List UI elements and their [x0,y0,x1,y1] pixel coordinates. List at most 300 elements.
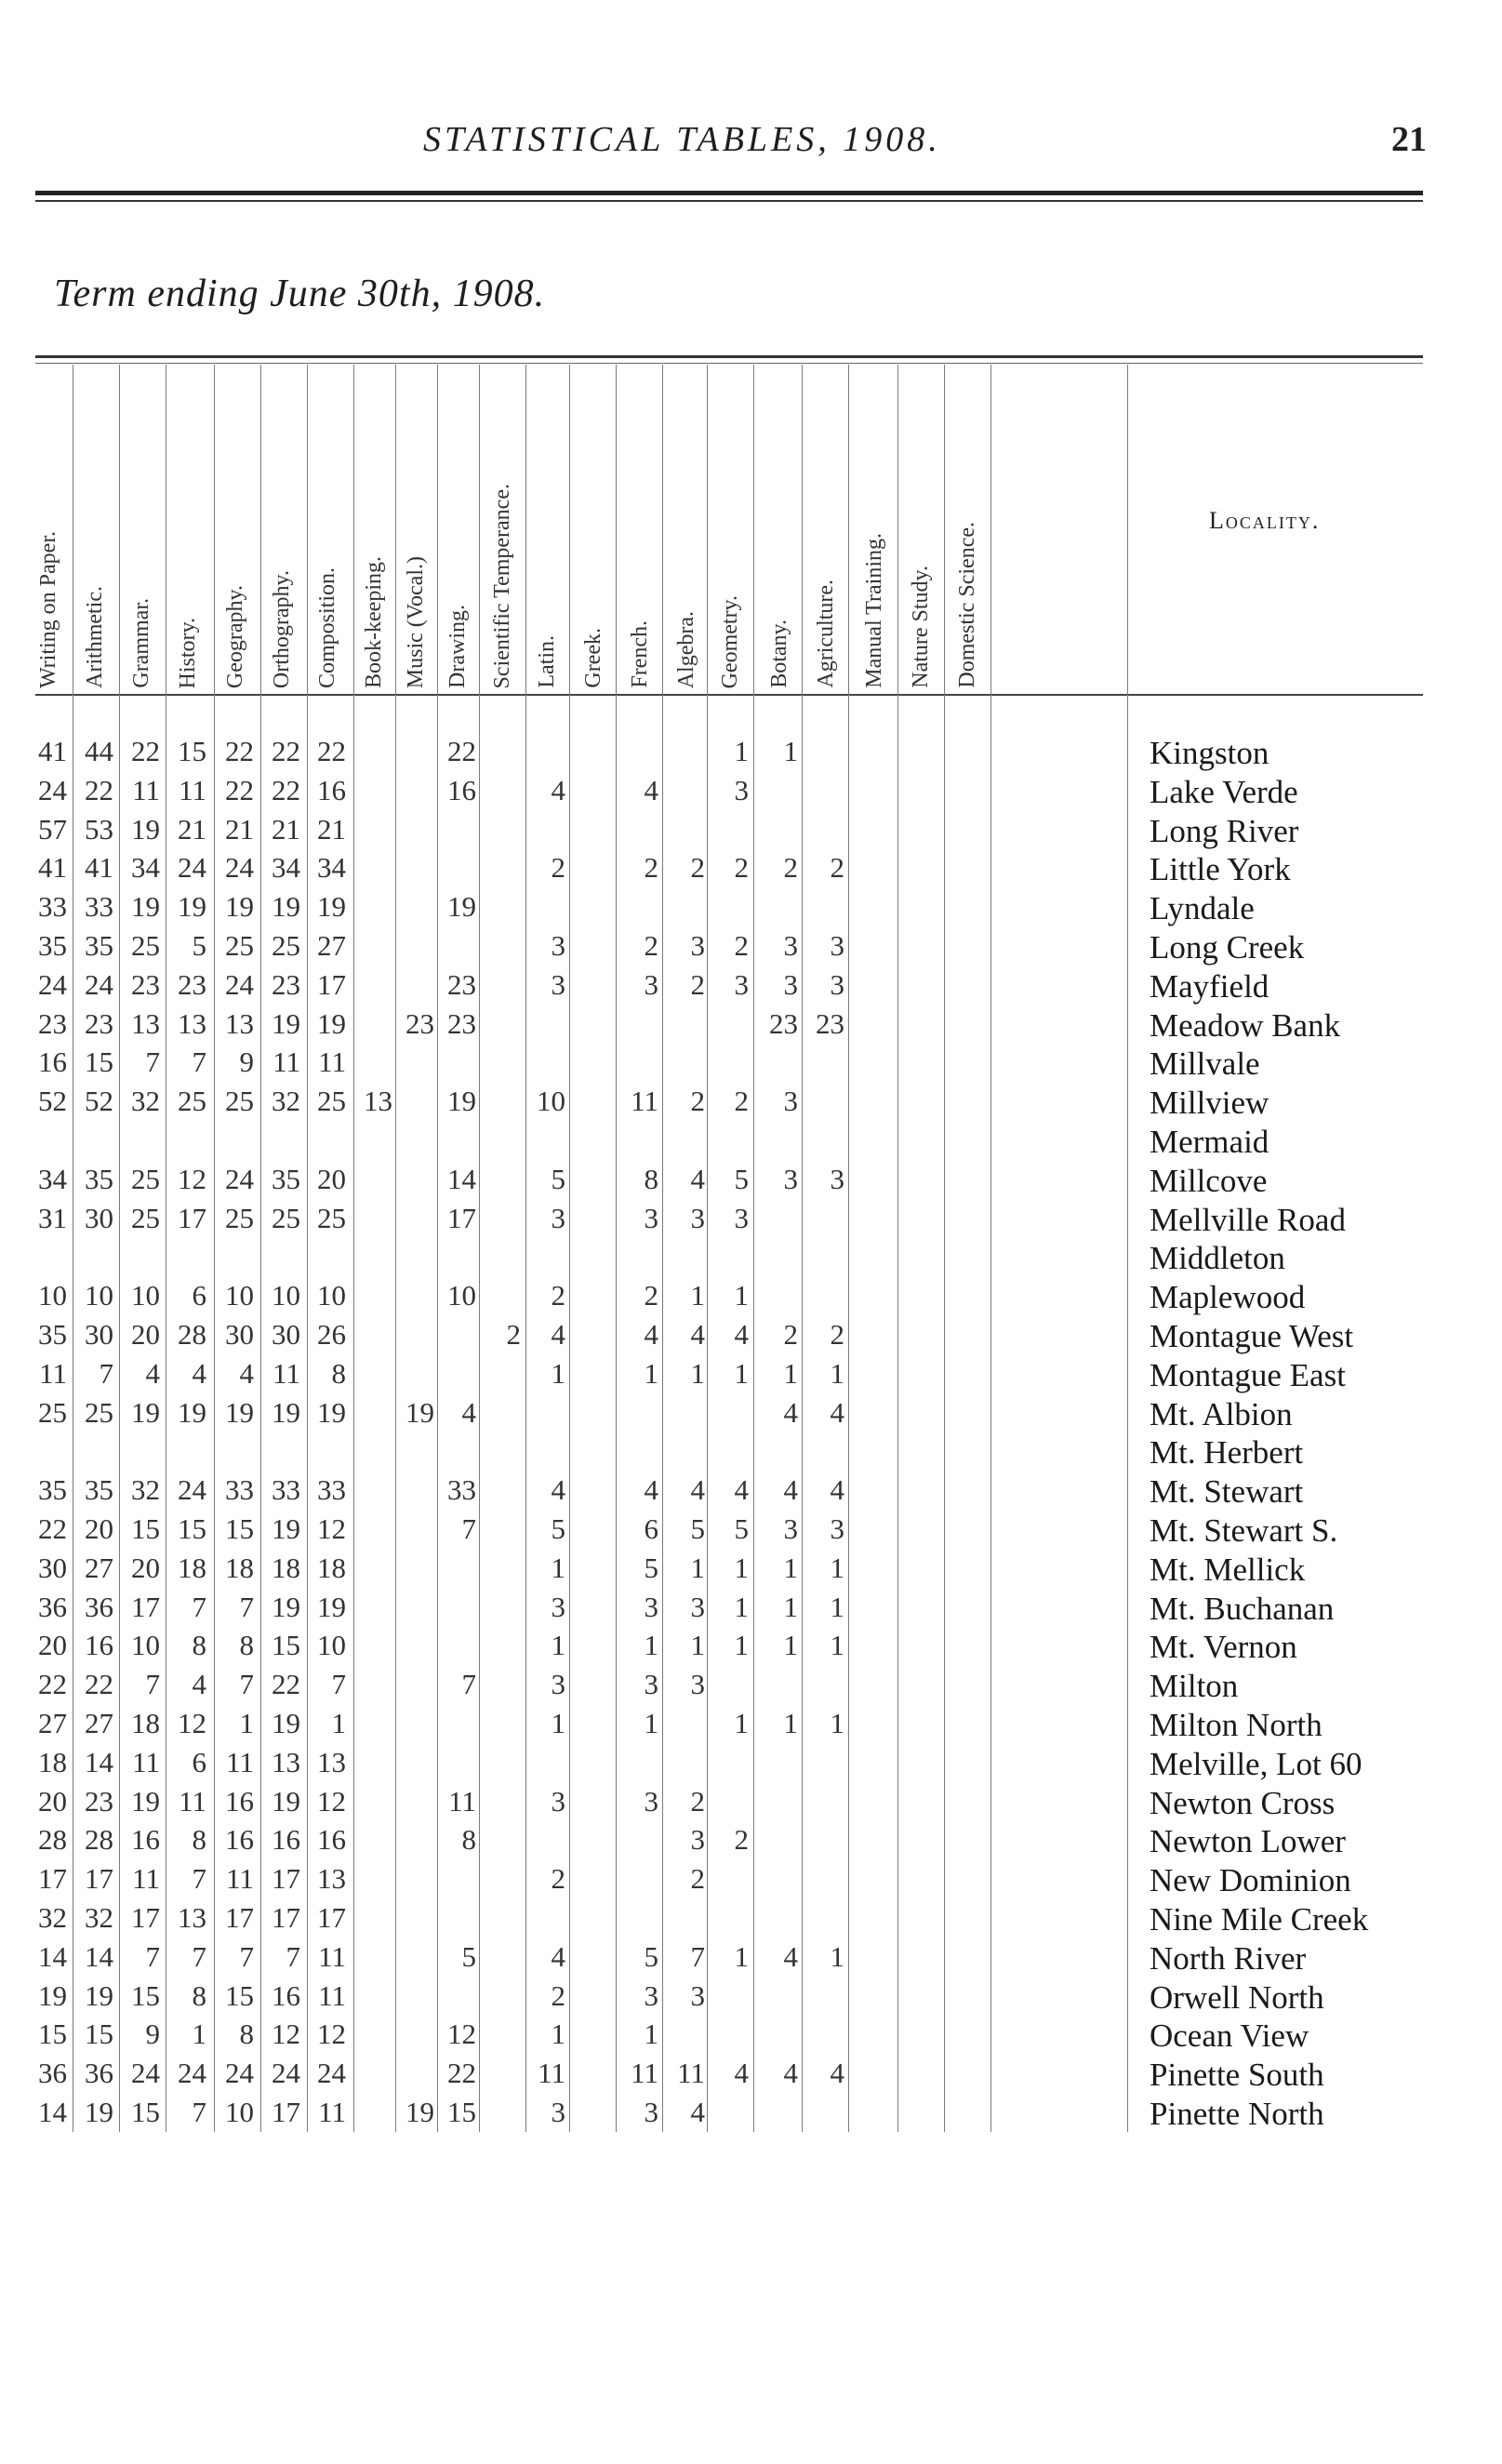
table-cell: 33 [317,1473,346,1507]
table-cell: 19 [272,1590,300,1623]
table-row [0,1163,1502,1202]
column-header-label: Greek. [580,628,605,688]
table-cell: 5 [551,1512,565,1545]
table-row [0,2057,1502,2096]
locality-cell: Mermaid [1150,1124,1269,1160]
table-cell: 2 [830,851,844,885]
table-cell: 19 [447,890,476,924]
table-cell: 18 [131,1707,160,1739]
table-cell: 25 [225,1201,254,1234]
table-cell: 19 [317,1395,346,1429]
table-cell: 1 [644,1629,658,1662]
table-cell: 35 [85,929,113,962]
table-cell: 24 [317,2057,346,2090]
table-cell: 10 [317,1629,346,1662]
table-cell: 3 [644,1201,658,1234]
table-cell: 15 [178,1512,206,1545]
table-cell: 16 [38,1046,67,1079]
table-cell: 11 [179,773,206,806]
table-cell: 36 [85,1590,113,1623]
table-cell: 15 [38,2018,67,2051]
column-header-label: Latin. [534,635,559,688]
table-cell: 19 [85,1978,113,2012]
table-cell: 23 [272,967,300,1001]
locality-cell: Maplewood [1150,1279,1306,1316]
column-header [263,367,300,688]
table-cell: 32 [131,1085,160,1118]
column-header-label: Geography. [222,584,247,688]
table-cell: 7 [192,1862,206,1896]
table-cell: 8 [192,1629,206,1662]
table-cell: 12 [272,2018,300,2051]
table-cell: 4 [644,1473,658,1507]
table-row [0,1318,1502,1357]
table-cell: 30 [225,1318,254,1351]
table-cell: 14 [38,1939,67,1973]
table-cell: 25 [317,1201,346,1234]
column-header-label: Algebra. [673,610,698,688]
table-cell: 19 [405,1395,434,1429]
table-cell: 21 [317,812,346,846]
column-header-label: Music (Vocal.) [403,555,428,688]
table-cell: 2 [506,1318,521,1351]
table-cell: 10 [85,1279,113,1312]
table-cell: 1 [830,1356,844,1390]
table-cell: 34 [272,851,300,885]
column-header-label: Domestic Science. [954,522,979,688]
table-cell: 4 [551,773,565,806]
table-row [0,1279,1502,1318]
table-cell: 4 [734,1473,749,1507]
table-cell: 2 [734,929,749,962]
locality-cell: Milton [1150,1668,1239,1705]
table-cell: 25 [131,1201,160,1234]
table-cell: 24 [272,2057,300,2090]
table-cell: 4 [830,1395,844,1429]
table-cell: 4 [690,1473,705,1507]
table-cell: 3 [734,967,749,1001]
table-cell: 33 [447,1473,476,1507]
table-cell: 13 [272,1745,300,1778]
table-row [0,1202,1502,1241]
table-cell: 7 [239,1939,254,1973]
table-cell: 19 [272,890,300,924]
table-cell: 33 [85,890,113,924]
table-cell: 18 [272,1551,300,1584]
column-header-label: Writing on Paper. [35,530,60,688]
table-row [0,2018,1502,2057]
table-cell: 16 [225,1823,254,1857]
locality-cell: North River [1150,1939,1307,1977]
table-cell: 8 [192,1823,206,1857]
table-cell: 28 [38,1823,67,1857]
table-cell: 10 [225,1279,254,1312]
table-row [0,1007,1502,1046]
table-cell: 11 [448,1784,476,1818]
table-cell: 11 [538,2057,565,2090]
table-cell: 2 [690,1862,705,1896]
table-cell: 11 [39,1356,67,1390]
locality-cell: New Dominion [1150,1862,1351,1899]
table-cell: 7 [239,1668,254,1701]
table-cell: 33 [225,1473,254,1507]
table-cell: 24 [225,967,254,1001]
table-cell: 4 [644,1318,658,1351]
table-cell: 17 [178,1201,206,1234]
table-cell: 25 [178,1085,206,1118]
table-cell: 10 [38,1279,67,1312]
table-cell: 57 [38,812,67,846]
table-cell: 17 [225,1901,254,1934]
table-row [0,1473,1502,1512]
locality-cell: Millcove [1150,1162,1268,1199]
table-cell: 24 [225,1162,254,1195]
table-row [0,1046,1502,1085]
locality-cell: Mt. Buchanan [1150,1590,1335,1627]
table-cell: 12 [178,1162,206,1195]
table-cell: 44 [85,735,113,767]
column-header-label: History. [175,617,200,688]
table-cell: 1 [734,1551,749,1584]
table-cell: 3 [783,1162,798,1195]
column-header [30,367,67,688]
table-cell: 3 [830,967,844,1001]
table-cell: 3 [783,929,798,962]
column-header [169,367,206,688]
table-cell: 20 [38,1629,67,1662]
running-head [0,119,1502,166]
table-cell: 3 [644,1978,658,2012]
table-cell: 4 [192,1356,206,1390]
table-cell: 24 [225,2057,254,2090]
table-cell: 15 [225,1978,254,2012]
column-header [856,367,893,688]
table-cell: 23 [38,1006,67,1040]
table-cell: 19 [131,1784,160,1818]
table-cell: 3 [690,1590,705,1623]
table-cell: 16 [272,1978,300,2012]
locality-cell: Ocean View [1150,2018,1309,2055]
table-cell: 22 [225,773,254,806]
table-cell: 13 [178,1006,206,1040]
table-cell: 3 [551,967,565,1001]
table-cell: 15 [225,1512,254,1545]
table-cell: 22 [225,735,254,767]
table-cell: 1 [734,1939,749,1973]
table-cell: 19 [225,890,254,924]
table-cell: 3 [551,1201,565,1234]
locality-cell: Middleton [1150,1240,1285,1277]
table-cell: 7 [145,1939,160,1973]
table-cell: 3 [644,2096,658,2128]
table-cell: 2 [690,967,705,1001]
table-cell: 32 [38,1901,67,1934]
table-cell: 13 [225,1006,254,1040]
column-header-label: Orthography. [269,569,294,688]
table-cell: 22 [38,1512,67,1545]
header-rule-thick [35,191,1423,195]
column-header-label: Scientific Temperance. [489,483,514,688]
table-cell: 34 [317,851,346,885]
table-cell: 3 [830,929,844,962]
table-cell: 1 [551,1356,565,1390]
locality-cell: Mellville Road [1150,1201,1346,1238]
table-row [0,1629,1502,1668]
table-cell: 19 [38,1978,67,2012]
table-cell: 24 [85,967,113,1001]
table-cell: 4 [192,1668,206,1701]
table-cell: 25 [317,1085,346,1118]
table-cell: 24 [178,2057,206,2090]
table-cell: 3 [690,929,705,962]
table-cell: 25 [225,929,254,962]
table-row [0,1552,1502,1591]
table-cell: 25 [131,1162,160,1195]
table-cell: 2 [551,851,565,885]
column-header-label: Composition. [314,566,339,688]
table-cell: 21 [272,812,300,846]
table-cell: 4 [145,1356,160,1390]
table-cell: 1 [690,1629,705,1662]
table-cell: 7 [461,1668,476,1701]
column-header-label: French. [627,620,652,688]
table-cell: 3 [690,1823,705,1857]
table-cell: 2 [644,1279,658,1312]
table-cell: 24 [225,851,254,885]
column-header [123,367,160,688]
locality-cell: Newton Lower [1150,1823,1346,1860]
table-cell: 1 [690,1356,705,1390]
table-cell: 22 [131,735,160,767]
table-cell: 7 [461,1512,476,1545]
table-row [0,1434,1502,1473]
table-cell: 4 [783,1473,798,1507]
table-cell: 1 [644,1356,658,1390]
table-cell: 28 [85,1823,113,1857]
table-cell: 10 [272,1279,300,1312]
table-cell: 25 [272,1201,300,1234]
table-cell: 5 [644,1551,658,1584]
column-header [439,367,476,688]
table-row [0,735,1502,774]
table-cell: 34 [131,851,160,885]
table-cell: 22 [447,2057,476,2090]
table-row [0,1512,1502,1552]
column-header [484,367,521,688]
table-cell: 3 [783,1512,798,1545]
table-cell: 1 [734,1629,749,1662]
table-cell: 5 [461,1939,476,1973]
table-cell: 15 [131,2096,160,2128]
table-cell: 17 [317,1901,346,1934]
table-row [0,1940,1502,1979]
table-cell: 1 [783,1590,798,1623]
table-cell: 1 [644,1707,658,1739]
table-cell: 17 [272,2096,300,2128]
table-cell: 3 [644,1590,658,1623]
table-cell: 17 [131,1901,160,1934]
table-cell: 7 [145,1668,160,1701]
table-cell: 2 [644,929,658,962]
table-cell: 23 [85,1784,113,1818]
table-cell: 7 [239,1590,254,1623]
column-header [355,367,392,688]
table-cell: 4 [690,1162,705,1195]
table-cell: 10 [447,1279,476,1312]
table-cell: 17 [272,1862,300,1896]
table-cell: 12 [447,2018,476,2051]
table-cell: 2 [734,1823,749,1857]
locality-cell: Meadow Bank [1150,1006,1341,1044]
table-cell: 3 [734,1201,749,1234]
table-cell: 8 [461,1823,476,1857]
table-cell: 24 [178,851,206,885]
locality-cell: Montague East [1150,1356,1346,1393]
table-header-rule [35,694,1423,696]
table-cell: 10 [131,1279,160,1312]
table-cell: 1 [830,1707,844,1739]
table-cell: 19 [131,890,160,924]
table-cell: 1 [783,1707,798,1739]
column-header [309,367,346,688]
table-cell: 35 [38,1473,67,1507]
table-cell: 1 [830,1629,844,1662]
table-cell: 5 [644,1939,658,1973]
column-header [217,367,254,688]
table-cell: 3 [644,967,658,1001]
table-cell: 1 [192,2018,206,2051]
table-cell: 17 [131,1590,160,1623]
table-cell: 1 [734,1590,749,1623]
table-cell: 2 [690,851,705,885]
table-cell: 18 [178,1551,206,1584]
table-cell: 3 [690,1978,705,2012]
table-cell: 23 [405,1006,434,1040]
table-cell: 4 [783,2057,798,2090]
column-header [668,367,705,688]
table-cell: 7 [145,1046,160,1079]
table-cell: 19 [272,1707,300,1739]
table-cell: 3 [644,1668,658,1701]
table-cell: 4 [551,1939,565,1973]
table-cell: 1 [830,1939,844,1973]
table-cell: 5 [690,1512,705,1545]
table-cell: 4 [830,2057,844,2090]
table-cell: 14 [38,2096,67,2128]
locality-cell: Pinette South [1150,2057,1324,2094]
column-header [76,367,113,688]
table-cell: 3 [783,1085,798,1118]
table-row [0,968,1502,1007]
table-cell: 27 [85,1551,113,1584]
table-cell: 2 [644,851,658,885]
table-row [0,813,1502,852]
table-cell: 11 [318,1046,346,1079]
column-header-label: Geometry. [717,594,742,688]
table-cell: 11 [318,1939,346,1973]
table-cell: 1 [551,2018,565,2051]
table-cell: 1 [783,735,798,767]
locality-cell: Mt. Albion [1150,1395,1293,1432]
table-cell: 35 [38,929,67,962]
table-cell: 4 [783,1395,798,1429]
table-cell: 12 [317,2018,346,2051]
table-cell: 1 [830,1590,844,1623]
table-cell: 7 [192,2096,206,2128]
table-cell: 17 [447,1201,476,1234]
table-cell: 23 [447,967,476,1001]
table-row [0,1124,1502,1163]
table-cell: 23 [131,967,160,1001]
table-cell: 1 [239,1707,254,1739]
table-cell: 36 [38,1590,67,1623]
table-cell: 41 [85,851,113,885]
table-cell: 4 [239,1356,254,1390]
table-row [0,1240,1502,1279]
term-line: Term ending June 30th, 1908. [54,273,546,315]
locality-cell: Mt. Herbert [1150,1434,1304,1472]
table-cell: 34 [38,1162,67,1195]
table-cell: 30 [85,1201,113,1234]
table-cell: 1 [331,1707,346,1739]
table-cell: 11 [631,1085,658,1118]
table-cell: 18 [225,1551,254,1584]
table-cell: 19 [272,1006,300,1040]
table-row [0,2096,1502,2135]
table-row [0,1668,1502,1707]
table-cell: 3 [551,2096,565,2128]
table-cell: 20 [317,1162,346,1195]
table-row [0,1396,1502,1435]
table-cell: 41 [38,851,67,885]
locality-cell: Mayfield [1150,967,1269,1005]
table-cell: 20 [131,1318,160,1351]
table-cell: 17 [317,967,346,1001]
table-cell: 18 [38,1745,67,1778]
table-top-rule [35,355,1423,358]
table-cell: 3 [734,773,749,806]
table-cell: 2 [551,1978,565,2012]
table-cell: 32 [272,1085,300,1118]
table-cell: 9 [239,1046,254,1079]
table-cell: 35 [272,1162,300,1195]
table-cell: 23 [178,967,206,1001]
table-cell: 19 [405,2096,434,2128]
column-header-label: Botany. [766,619,791,688]
table-cell: 5 [734,1512,749,1545]
table-cell: 23 [816,1006,844,1040]
column-header [575,367,612,688]
table-cell: 18 [317,1551,346,1584]
table-cell: 19 [272,1784,300,1818]
table-cell: 10 [317,1279,346,1312]
table-cell: 4 [783,1939,798,1973]
table-cell: 13 [178,1901,206,1934]
table-row [0,1746,1502,1785]
table-cell: 16 [85,1629,113,1662]
table-cell: 15 [178,735,206,767]
table-cell: 4 [461,1395,476,1429]
locality-cell: Millview [1150,1085,1269,1122]
table-cell: 1 [734,735,749,767]
table-cell: 2 [830,1318,844,1351]
table-row [0,1591,1502,1630]
table-cell: 6 [192,1279,206,1312]
table-cell: 8 [239,2018,254,2051]
locality-cell: Mt. Mellick [1150,1551,1306,1588]
table-cell: 3 [551,929,565,962]
table-cell: 25 [225,1085,254,1118]
